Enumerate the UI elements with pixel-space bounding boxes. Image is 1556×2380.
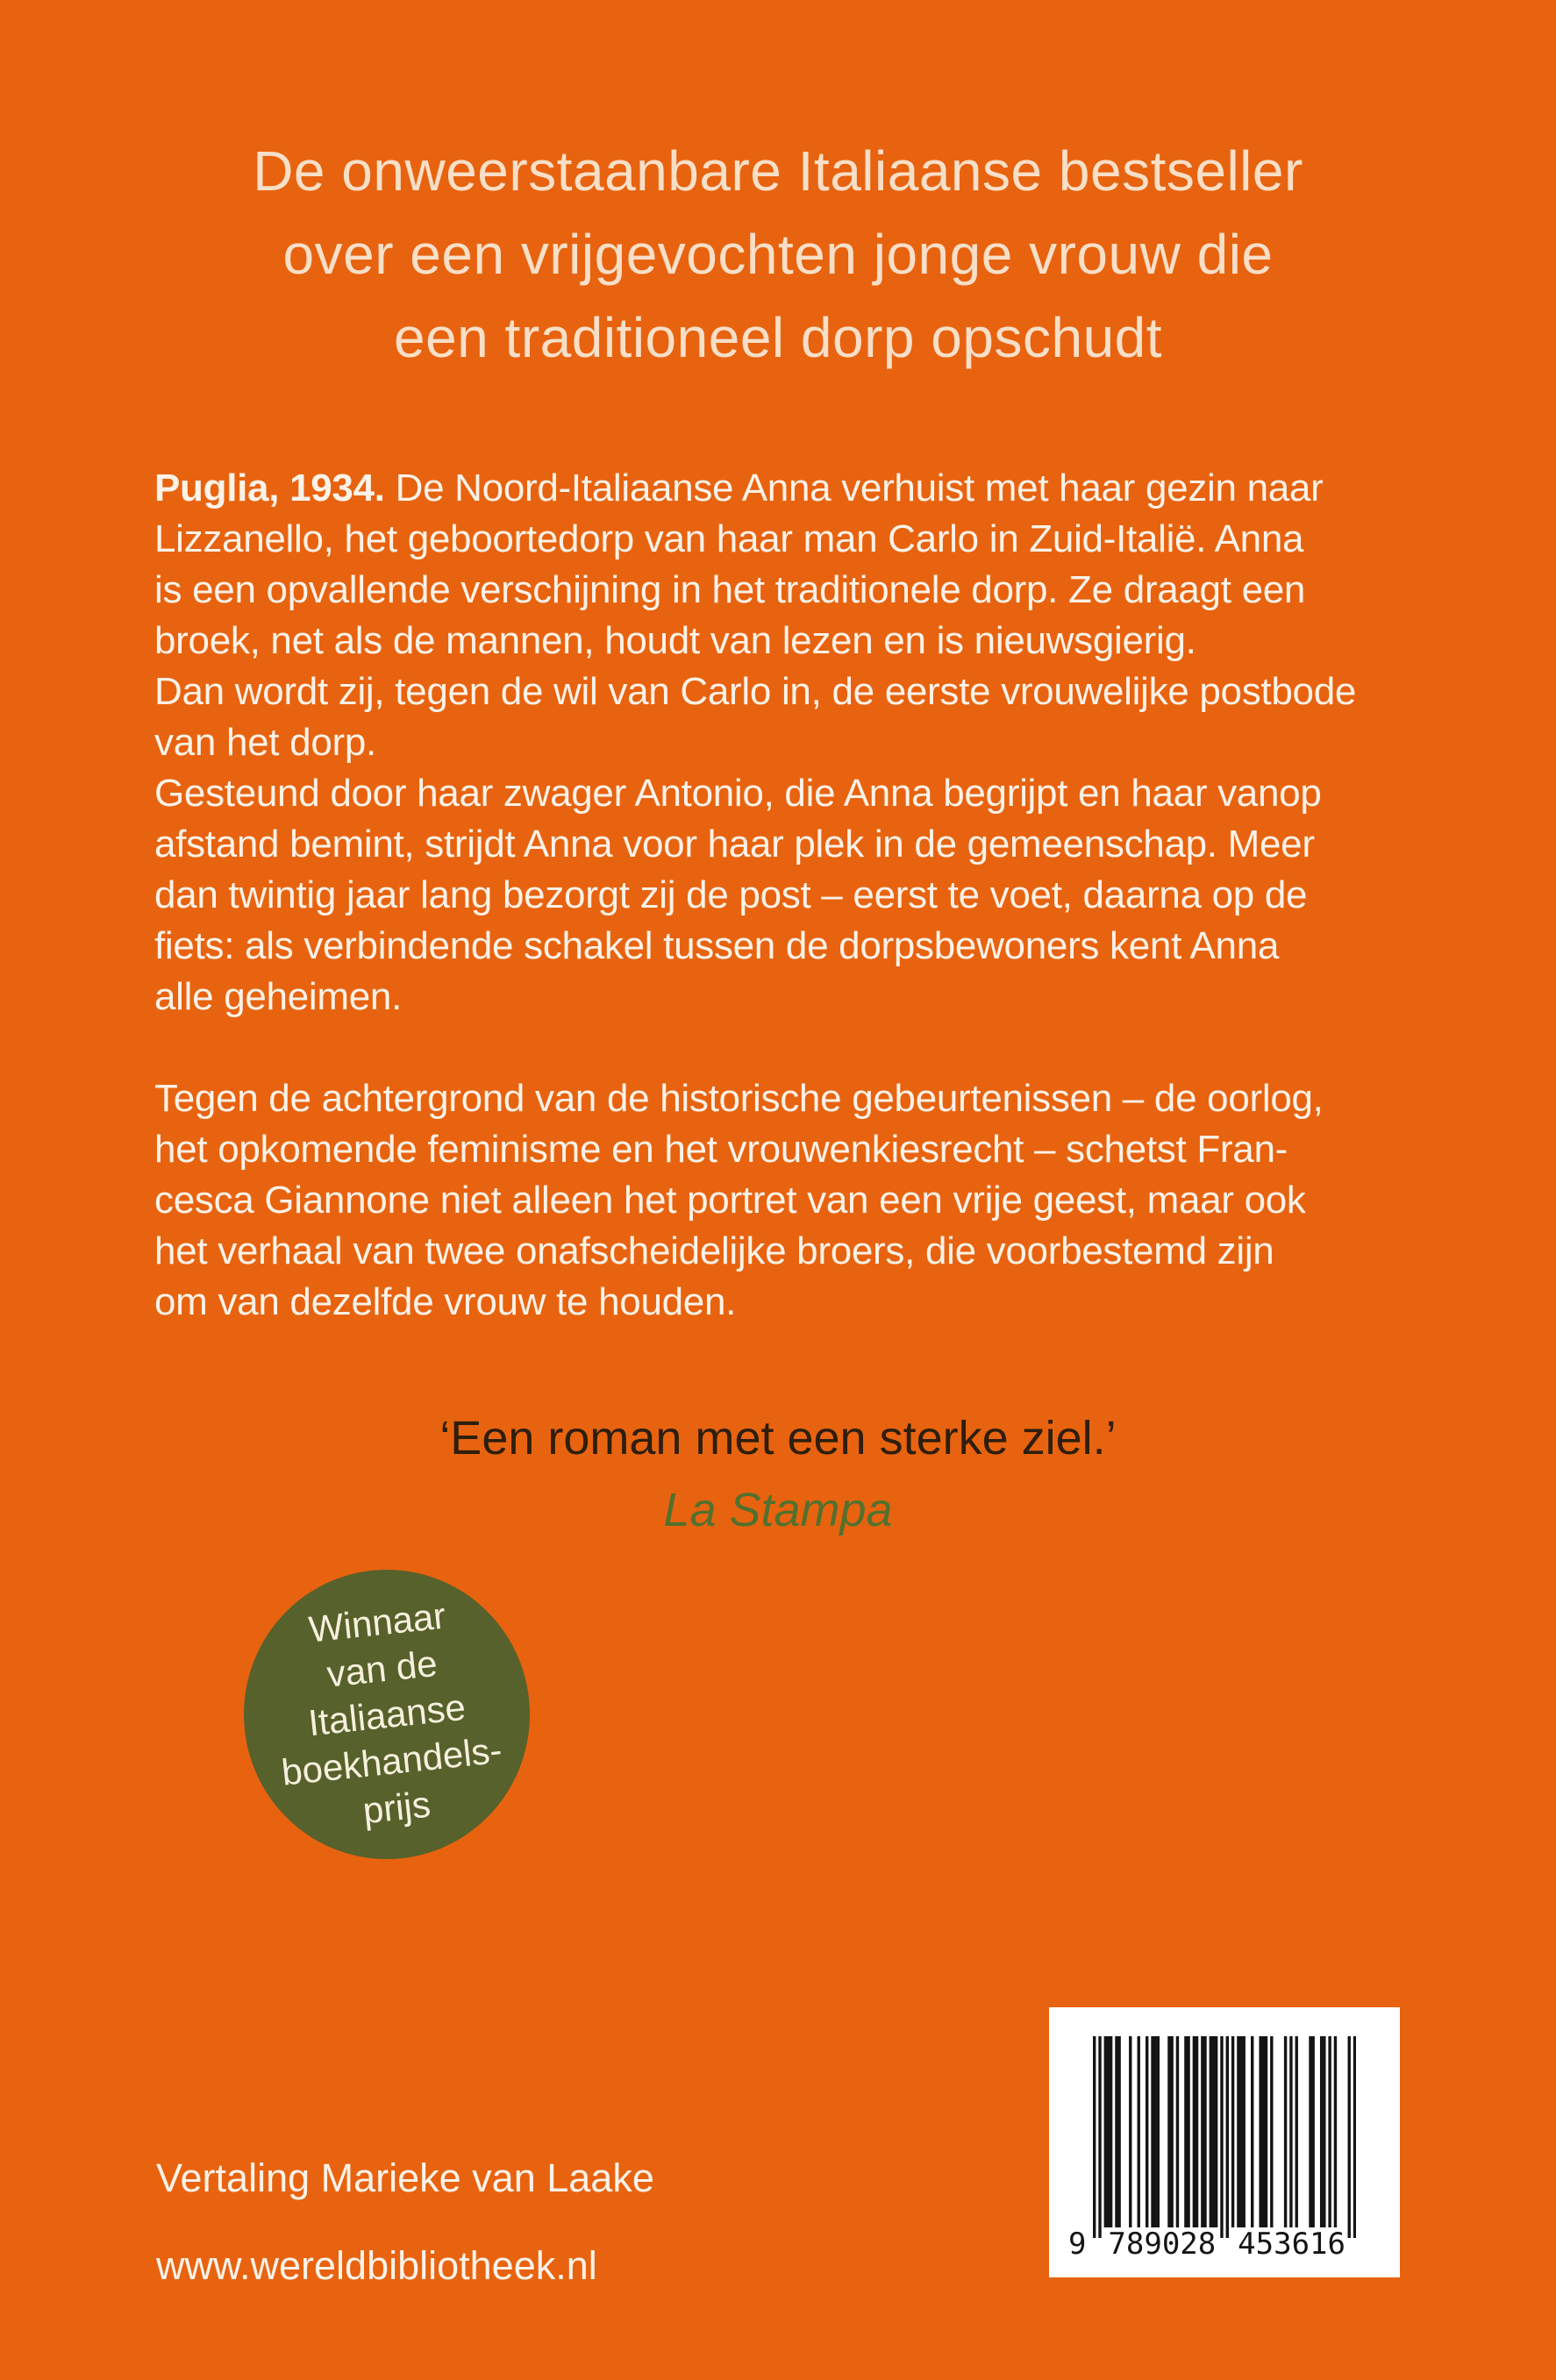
synopsis-lead: Puglia, 1934.: [154, 467, 385, 509]
text-line: het verhaal van twee onafscheidelijke broers, die voorbestemd zijn: [154, 1229, 1274, 1272]
publisher-website: www.wereldbibliotheek.nl: [156, 2243, 597, 2288]
text-line: Tegen de achtergrond van de historische gebeurtenissen – de oorlog,: [154, 1077, 1324, 1120]
award-badge: [244, 1570, 530, 1859]
text-line: Italiaanse: [306, 1685, 468, 1743]
text-line: afstand bemint, strijdt Anna voor haar plek in de gemeenschap. Meer: [154, 823, 1315, 866]
synopsis-paragraph-1: [154, 514, 1426, 1023]
barcode-digit-group: 453616: [1238, 2227, 1345, 2262]
barcode-digit-group: 9: [1068, 2227, 1087, 2262]
text-line: prijs: [360, 1783, 432, 1831]
press-quote-source: La Stampa: [663, 1484, 893, 1536]
press-quote: [0, 1407, 1556, 1541]
text-line: van het dorp.: [154, 721, 376, 764]
barcode-digit-group: 789028: [1108, 2227, 1217, 2262]
synopsis-first-line-rest: De Noord-Italiaanse Anna verhuist met haar gezin naar: [384, 467, 1324, 509]
synopsis-paragraph-2: [154, 1073, 1426, 1328]
text-line: om van dezelfde vrouw te houden.: [154, 1280, 737, 1323]
barcode-number: [1068, 2227, 1345, 2262]
text-line: boekhandels-: [279, 1728, 504, 1793]
text-line: alle geheimen.: [154, 975, 402, 1018]
text-line: broek, net als de mannen, houdt van lezen en is nieuwsgierig.: [154, 619, 1196, 662]
synopsis: [154, 463, 1426, 1328]
text-line: van de: [325, 1642, 439, 1695]
text-line: het opkomende feminisme en het vrouwenkiesrecht – schetst Fran-: [154, 1128, 1288, 1171]
barcode-bars-image: [1093, 2036, 1356, 2238]
text-line: is een opvallende verschijning in het traditionele dorp. Ze draagt een: [154, 568, 1306, 611]
press-quote-text: ‘Een roman met een sterke ziel.’: [439, 1412, 1117, 1464]
text-line: dan twintig jaar lang bezorgt zij de post – eerst te voet, daarna op de: [154, 873, 1308, 916]
text-line: Winnaar: [306, 1594, 448, 1650]
barcode: [1049, 2007, 1400, 2277]
text-line: Gesteund door haar zwager Antonio, die Anna begrijpt en haar vanop: [154, 772, 1322, 815]
award-badge-text: [265, 1587, 510, 1842]
translation-credit: Vertaling Marieke van Laake: [156, 2156, 654, 2200]
text-line: cesca Giannone niet alleen het portret van een vrije geest, maar ook: [154, 1179, 1306, 1222]
cover-tagline: [0, 130, 1556, 380]
text-line: Lizzanello, het geboortedorp van haar man Carlo in Zuid-Italië. Anna: [154, 517, 1304, 560]
synopsis-first-line: [154, 463, 1426, 514]
text-line: een traditioneel dorp opschudt: [393, 306, 1163, 369]
text-line: De onweerstaanbare Italiaanse bestseller: [253, 139, 1303, 203]
text-line: Dan wordt zij, tegen de wil van Carlo in, de eerste vrouwelijke postbode: [154, 670, 1357, 713]
text-line: fiets: als verbindende schakel tussen de dorpsbewoners kent Anna: [154, 924, 1280, 967]
text-line: over een vrijgevochten jonge vrouw die: [282, 223, 1274, 286]
